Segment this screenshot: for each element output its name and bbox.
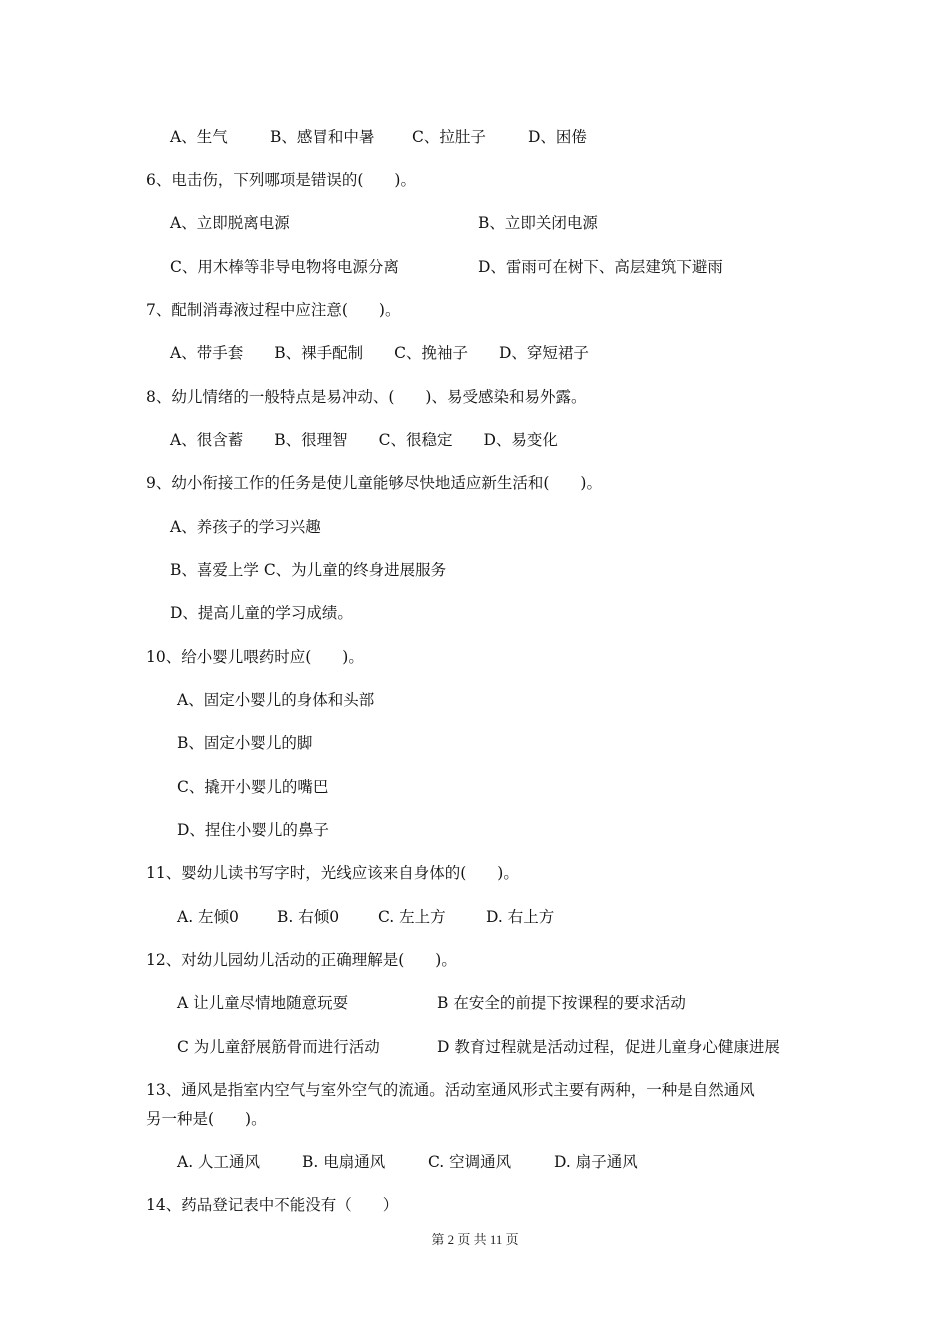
q5-option-d: D、困倦: [528, 128, 587, 146]
q10-option-c: C、撬开小婴儿的嘴巴: [177, 778, 329, 796]
q12-option-c: C 为儿童舒展筋骨而进行活动: [177, 1038, 380, 1056]
question-13-stem-line-2: 另一种是( )。: [146, 1110, 267, 1128]
q12-option-d: D 教育过程就是活动过程，促进儿童身心健康进展: [437, 1038, 780, 1056]
question-6-stem: 6、电击伤，下列哪项是错误的( )。: [146, 171, 416, 189]
q11-option-c: C. 左上方: [378, 908, 446, 926]
question-11-stem: 11、婴幼儿读书写字时，光线应该来自身体的( )。: [146, 864, 519, 882]
q6-option-a: A、立即脱离电源: [170, 214, 290, 232]
q10-option-d: D、捏住小婴儿的鼻子: [177, 821, 329, 839]
question-13-stem-line-1: 13、通风是指室内空气与室外空气的流通。活动室通风形式主要有两种，一种是自然通风: [146, 1081, 755, 1099]
question-9-stem: 9、幼小衔接工作的任务是使儿童能够尽快地适应新生活和( )。: [146, 474, 602, 492]
q6-option-b: B、立即关闭电源: [478, 214, 598, 232]
page-number-footer: 第 2 页 共 11 页: [431, 1232, 519, 1247]
q6-option-d: D、雷雨可在树下、高层建筑下避雨: [478, 258, 723, 276]
q10-option-a: A、固定小婴儿的身体和头部: [177, 691, 375, 709]
q9-option-bc: B、喜爱上学 C、为儿童的终身进展服务: [170, 561, 447, 579]
question-8-stem: 8、幼儿情绪的一般特点是易冲动、( )、易受感染和易外露。: [146, 388, 587, 406]
q10-option-b: B、固定小婴儿的脚: [177, 734, 313, 752]
q13-option-a: A. 人工通风: [177, 1153, 261, 1171]
q5-option-c: C、拉肚子: [412, 128, 486, 146]
question-10-stem: 10、给小婴儿喂药时应( )。: [146, 648, 364, 666]
q9-option-d: D、提高儿童的学习成绩。: [170, 604, 353, 622]
q13-option-b: B. 电扇通风: [302, 1153, 386, 1171]
q11-option-d: D. 右上方: [486, 908, 555, 926]
q11-option-a: A. 左倾0: [177, 908, 239, 926]
q8-options: A、很含蓄 B、很理智 C、很稳定 D、易变化: [170, 431, 558, 449]
q9-option-a: A、养孩子的学习兴趣: [170, 518, 321, 536]
q11-option-b: B. 右倾0: [277, 908, 340, 926]
q5-option-a: A、生气: [170, 128, 228, 146]
q13-option-d: D. 扇子通风: [554, 1153, 638, 1171]
q12-option-a: A 让儿童尽情地随意玩耍: [177, 994, 349, 1012]
question-7-stem: 7、配制消毒液过程中应注意( )。: [146, 301, 401, 319]
q7-options: A、带手套 B、裸手配制 C、挽袖子 D、穿短裙子: [170, 344, 589, 362]
q5-option-b: B、感冒和中暑: [270, 128, 375, 146]
q12-option-b: B 在安全的前提下按课程的要求活动: [437, 994, 686, 1012]
q6-option-c: C、用木棒等非导电物将电源分离: [170, 258, 399, 276]
q13-option-c: C. 空调通风: [428, 1153, 512, 1171]
question-14-stem: 14、药品登记表中不能没有（ ）: [146, 1196, 399, 1214]
question-12-stem: 12、对幼儿园幼儿活动的正确理解是( )。: [146, 951, 457, 969]
